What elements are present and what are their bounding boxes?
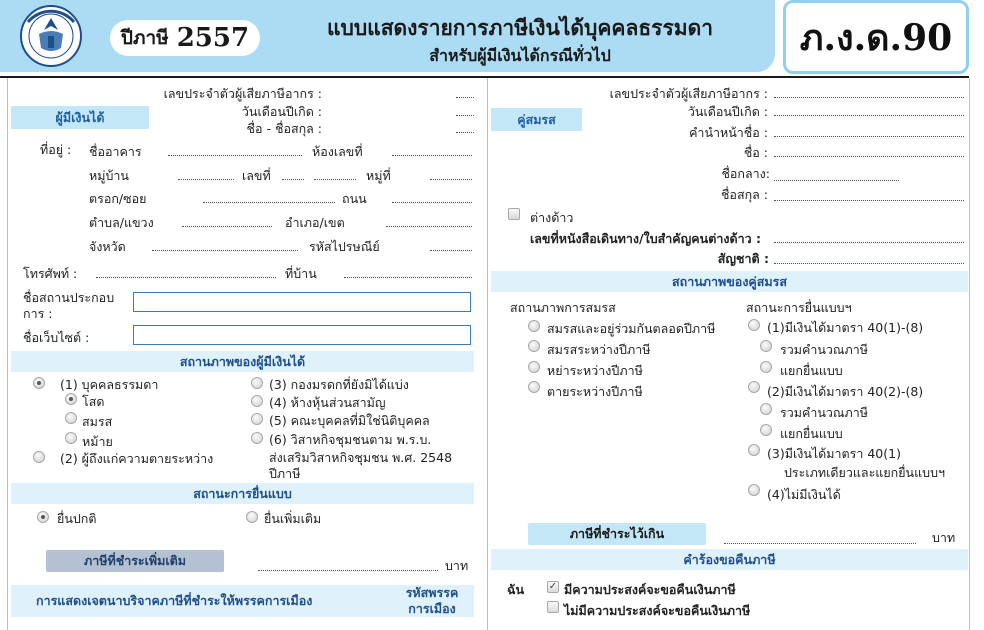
- spouse-f4-radio[interactable]: [748, 484, 760, 496]
- donation-header: [11, 585, 474, 617]
- party-code-label: [389, 585, 475, 617]
- status-married-radio[interactable]: [65, 412, 77, 424]
- marital-deceased-radio[interactable]: [528, 381, 540, 393]
- status-deceased-label: (2) ผู้ถึงแก่ความตายระหว่าง: [60, 451, 214, 466]
- spouse-nationality-label: สัญชาติ :: [717, 251, 769, 266]
- number-field[interactable]: [282, 179, 304, 180]
- status-single-radio[interactable]: [65, 393, 77, 405]
- extra-tax-button[interactable]: ภาษีที่ชำระเพิ่มเติม: [46, 550, 224, 572]
- status-group-radio[interactable]: [251, 413, 263, 425]
- marital-status-heading: สถานภาพการสมรส: [510, 300, 616, 315]
- filing-additional-label: ยื่นเพิ่มเติม: [264, 511, 322, 526]
- form-code: ภ.ง.ด.90: [783, 0, 969, 74]
- village-field[interactable]: [178, 179, 234, 180]
- extra-tax-field[interactable]: [258, 570, 438, 571]
- spouse-badge: คู่สมรส: [491, 108, 582, 131]
- tax-year-pill: [110, 20, 260, 56]
- taxpayer-badge: ผู้มีเงินได้: [11, 106, 149, 129]
- taxpayer-tax-id-field[interactable]: [456, 97, 474, 98]
- spouse-status-header: สถานภาพของคู่สมรส: [491, 271, 968, 292]
- spouse-filing-heading: สถานะการยื่นแบบฯ: [746, 300, 852, 315]
- village-label: หมู่บ้าน: [89, 168, 129, 183]
- subdistrict-label: ตำบล/แขวง: [89, 215, 154, 230]
- status-individual-label: (1) บุคคลธรรมดา: [60, 377, 159, 392]
- party-code-label-1: รหัสพรรค: [405, 585, 459, 600]
- spouse-last-name-field[interactable]: [774, 200, 964, 201]
- spouse-f2-combined-radio[interactable]: [760, 403, 772, 415]
- form-header: [0, 0, 984, 78]
- spouse-f1-label: (1)มีเงินได้มาตรา 40(1)-(8): [767, 320, 924, 335]
- tax-year-value: 2557: [176, 23, 250, 53]
- filing-normal-radio[interactable]: [37, 511, 49, 523]
- road-label: ถนน: [342, 191, 367, 206]
- filing-status-header: สถานะการยื่นแบบ: [11, 483, 474, 504]
- spouse-f2-radio[interactable]: [748, 381, 760, 393]
- status-community-label-3: ปีภาษี: [269, 466, 301, 481]
- district-label: อำเภอ/เขต: [285, 215, 345, 230]
- business-name-label: ชื่อสถานประกอบ: [23, 290, 115, 305]
- status-community-label-2: ส่งเสริมวิสาหกิจชุมชน พ.ศ. 2548: [269, 450, 453, 465]
- spouse-tax-id-label: เลขประจำตัวผู้เสียภาษีอากร :: [609, 86, 768, 101]
- postcode-label: รหัสไปรษณีย์: [309, 239, 380, 254]
- refund-not-want-checkbox[interactable]: [547, 601, 559, 613]
- spouse-foreigner-label: ต่างด้าว: [530, 210, 574, 225]
- province-label: จังหวัด: [89, 239, 126, 254]
- status-widowed-radio[interactable]: [65, 432, 77, 444]
- spouse-dob-label: วันเดือนปีเกิด :: [687, 104, 768, 119]
- status-widowed-label: หม้าย: [82, 434, 113, 449]
- overpaid-tax-button[interactable]: ภาษีที่ชำระไว้เกิน: [528, 523, 706, 545]
- spouse-first-name-field[interactable]: [774, 156, 964, 157]
- spouse-passport-field[interactable]: [774, 242, 964, 243]
- marital-together-label: สมรสและอยู่ร่วมกันตลอดปีภาษี: [547, 321, 716, 336]
- spouse-first-name-label: ชื่อ :: [743, 145, 768, 160]
- soi-field[interactable]: [203, 202, 335, 203]
- header-rule: [0, 76, 969, 78]
- overpaid-tax-field[interactable]: [724, 543, 916, 544]
- form-subtitle: สำหรับผู้มีเงินได้กรณีทั่วไป: [429, 46, 611, 65]
- taxpayer-name-field[interactable]: [456, 132, 474, 133]
- spouse-f1-separate-label: แยกยื่นแบบ: [780, 363, 843, 378]
- spouse-last-name-label: ชื่อสกุล :: [720, 187, 768, 202]
- taxpayer-tax-id-label: เลขประจำตัวผู้เสียภาษีอากร :: [163, 86, 322, 101]
- status-deceased-radio[interactable]: [33, 451, 45, 463]
- spouse-f1-combined-radio[interactable]: [760, 340, 772, 352]
- spouse-prefix-field[interactable]: [774, 136, 964, 137]
- donation-title: การแสดงเจตนาบริจาคภาษีที่ชำระให้พรรคการเมือง: [36, 593, 313, 608]
- marital-together-radio[interactable]: [528, 320, 540, 332]
- home-phone-field[interactable]: [344, 277, 472, 278]
- website-input[interactable]: [133, 325, 471, 345]
- left-border: [7, 78, 8, 630]
- status-individual-radio[interactable]: [33, 377, 45, 389]
- website-label: ชื่อเว็บไซต์ :: [23, 330, 90, 345]
- number-field-2[interactable]: [314, 179, 356, 180]
- province-field[interactable]: [152, 250, 298, 251]
- status-partnership-radio[interactable]: [251, 395, 263, 407]
- subdistrict-field[interactable]: [182, 226, 272, 227]
- spouse-middle-name-label: ชื่อกลาง:: [721, 166, 770, 181]
- moo-field[interactable]: [430, 179, 472, 180]
- spouse-nationality-field[interactable]: [774, 263, 964, 264]
- spouse-f4-label: (4)ไม่มีเงินได้: [767, 487, 841, 502]
- spouse-tax-id-field[interactable]: [774, 97, 964, 98]
- spouse-f3-label-2: ประเภทเดียวและแยกยื่นแบบฯ: [784, 465, 946, 480]
- marital-divorced-label: หย่าระหว่างปีภาษี: [547, 363, 643, 378]
- refund-header: คำร้องขอคืนภาษี: [491, 549, 968, 570]
- phone-field[interactable]: [96, 277, 276, 278]
- status-single-label: โสด: [82, 394, 105, 409]
- spouse-f3-label: (3)มีเงินได้มาตรา 40(1): [767, 446, 901, 461]
- status-community-radio[interactable]: [251, 432, 263, 444]
- column-divider: [487, 78, 488, 630]
- status-married-label: สมรส: [82, 414, 113, 429]
- taxpayer-dob-label: วันเดือนปีเกิด :: [241, 104, 322, 119]
- status-estate-radio[interactable]: [251, 377, 263, 389]
- spouse-foreigner-checkbox[interactable]: [508, 208, 520, 220]
- district-field[interactable]: [386, 226, 472, 227]
- room-field[interactable]: [392, 155, 472, 156]
- filing-normal-label: ยื่นปกติ: [57, 511, 97, 526]
- building-field[interactable]: [168, 155, 302, 156]
- address-label: ที่อยู่ :: [40, 142, 72, 157]
- revenue-department-logo: [6, 0, 96, 68]
- phone-label: โทรศัพท์ :: [23, 266, 78, 281]
- spouse-f1-radio[interactable]: [748, 319, 760, 331]
- spouse-f2-separate-radio[interactable]: [760, 424, 772, 436]
- spouse-f1-separate-radio[interactable]: [760, 361, 772, 373]
- spouse-f2-separate-label: แยกยื่นแบบ: [780, 426, 843, 441]
- number-label: เลขที่: [242, 168, 271, 183]
- extra-tax-baht-label: บาท: [445, 558, 469, 573]
- spouse-f2-label: (2)มีเงินได้มาตรา 40(2)-(8): [767, 384, 924, 399]
- status-partnership-label: (4) ห้างหุ้นส่วนสามัญ: [269, 395, 386, 410]
- taxpayer-status-header: สถานภาพของผู้มีเงินได้: [11, 351, 474, 372]
- room-label: ห้องเลขที่: [312, 144, 363, 159]
- filing-additional-radio[interactable]: [246, 511, 258, 523]
- refund-want-label: มีความประสงค์จะขอคืนเงินภาษี: [564, 582, 736, 597]
- soi-label: ตรอก/ซอย: [89, 191, 147, 206]
- spouse-dob-field[interactable]: [774, 115, 964, 116]
- status-estate-label: (3) กองมรดกที่ยังมิได้แบ่ง: [269, 377, 409, 392]
- business-name-label-2: การ :: [23, 306, 53, 321]
- spouse-prefix-label: คำนำหน้าชื่อ :: [689, 125, 768, 140]
- marital-during-year-radio[interactable]: [528, 340, 540, 352]
- road-field[interactable]: [392, 202, 472, 203]
- refund-not-want-label: ไม่มีความประสงค์จะขอคืนเงินภาษี: [564, 603, 751, 618]
- taxpayer-name-label: ชื่อ - ชื่อสกุล :: [246, 121, 322, 136]
- right-border: [969, 78, 970, 630]
- spouse-passport-label: เลขที่หนังสือเดินทาง/ใบสำคัญคนต่างด้าว :: [530, 231, 761, 246]
- marital-during-year-label: สมรสระหว่างปีภาษี: [547, 342, 651, 357]
- spouse-f2-combined-label: รวมคำนวณภาษี: [780, 405, 869, 420]
- refund-want-checkbox[interactable]: ✓: [548, 581, 558, 592]
- spouse-f3-radio[interactable]: [748, 444, 760, 456]
- marital-divorced-radio[interactable]: [528, 361, 540, 373]
- status-community-label: (6) วิสาหกิจชุมชนตาม พ.ร.บ.: [269, 432, 432, 447]
- form-title: แบบแสดงรายการภาษีเงินได้บุคคลธรรมดา: [326, 16, 713, 40]
- business-name-input[interactable]: [133, 292, 471, 312]
- home-phone-label: ที่บ้าน: [285, 266, 317, 281]
- tax-year-label: ปีภาษี: [120, 27, 169, 49]
- moo-label: หมู่ที่: [366, 168, 391, 183]
- status-group-label: (5) คณะบุคคลที่มิใช่นิติบุคคล: [269, 413, 430, 428]
- building-label: ชื่ออาคาร: [89, 144, 142, 159]
- marital-deceased-label: ตายระหว่างปีภาษี: [547, 384, 643, 399]
- overpaid-tax-baht-label: บาท: [932, 530, 956, 545]
- refund-me-label: ฉัน: [507, 582, 525, 597]
- spouse-f1-combined-label: รวมคำนวณภาษี: [780, 342, 869, 357]
- postcode-field[interactable]: [430, 250, 472, 251]
- spouse-middle-name-field[interactable]: [774, 180, 899, 181]
- party-code-label-2: การเมือง: [408, 601, 456, 616]
- taxpayer-dob-field[interactable]: [456, 115, 474, 116]
